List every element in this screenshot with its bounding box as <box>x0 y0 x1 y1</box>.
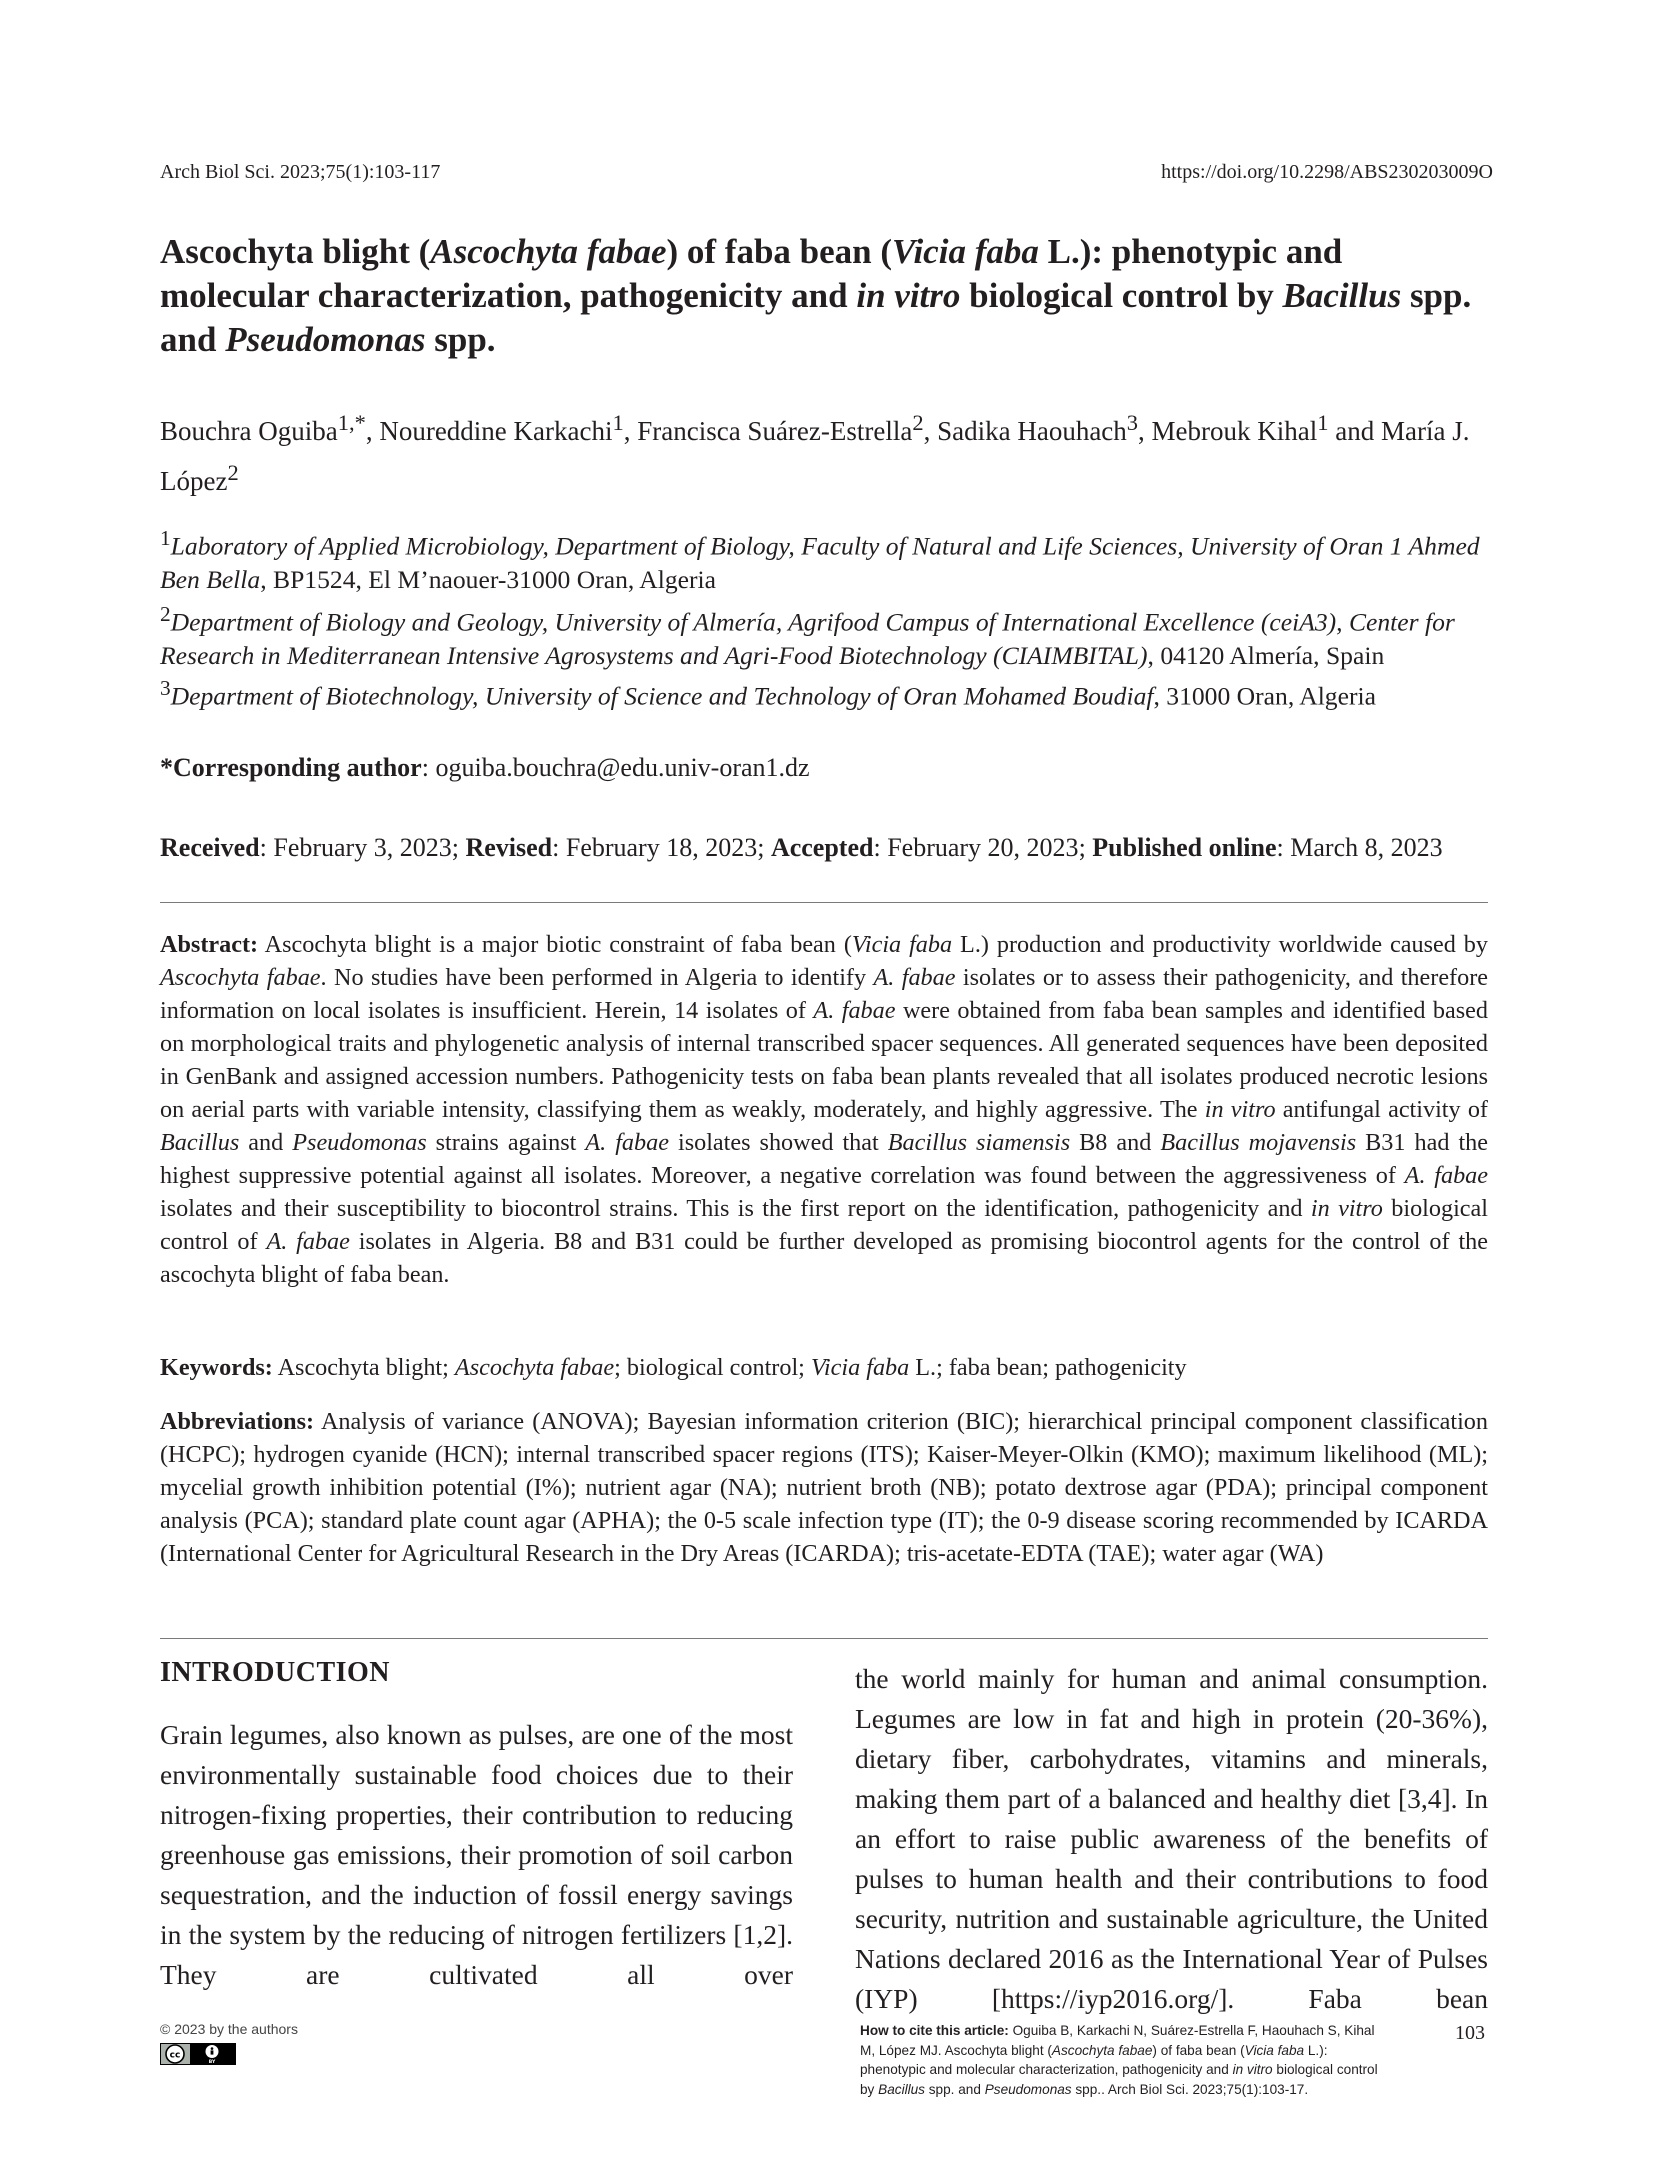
article-title: Ascochyta blight (Ascochyta fabae) of faba bean (Vicia faba L.): phenotypic and molecular characterization, pathogenicity and in vitro biological control by Bacillus spp. and Pseudomonas spp. <box>160 232 1472 359</box>
divider <box>160 902 1488 903</box>
abstract: Abstract: Ascochyta blight is a major biotic constraint of faba bean (Vicia faba L.) production and productivity worldwide caused by Ascochyta fabae. No studies have been performed in Algeria to identify A. fabae isolates or to assess their pathogenicity, and therefore information on local isolates is insufficient. Herein, 14 isolates of A. fabae were obtained from faba bean samples and identified based on morphological traits and phylogenetic analysis of internal transcribed spacer sequences. All generated sequences have been deposited in GenBank and assigned accession numbers. Pathogenicity tests on faba bean plants revealed that all isolates produced necrotic lesions on aerial parts with variable intensity, classifying them as weakly, moderately, and highly aggressive. The in vitro antifungal activity of Bacillus and Pseudomonas strains against A. fabae isolates showed that Bacillus siamensis B8 and Bacillus mojavensis B31 had the highest suppressive potential against all isolates. Moreover, a negative correlation was found between the aggressiveness of A. fabae isolates and their susceptibility to biocontrol strains. This is the first report on the identification, pathogenicity and in vitro biological control of A. fabae isolates in Algeria. B8 and B31 could be further developed as promising biocontrol agents for the control of the ascochyta blight of faba bean. <box>160 931 1489 1288</box>
author-name: Mebrouk Kihal <box>1151 416 1318 446</box>
section-heading: INTRODUCTION <box>160 1657 391 1688</box>
cc-by-license-badge[interactable] <box>160 2043 236 2065</box>
affiliation-2: $^2$Department of Biology and Geology, University of Almería, Agrifood Campus of International Excellence (ceiA3), Center for Research in Mediterranean Intensive Agrosystems and Agri-Food Biotechnology (CIAIMBITAL), 04120 Almería, Spain <box>160 602 1455 670</box>
intro-right-column: the world mainly for human and animal consumption. Legumes are low in fat and high in protein (20-36%), dietary fiber, carbohydrates, vitamins and minerals, making them part of a balanced and healthy diet [3,4]. In an effort to raise public awareness of the benefits of pulses to human health and their contributions to food security, nutrition and sustainable agriculture, the United Nations declared 2016 as the International Year of Pulses (IYP) [https://iyp2016.org/]. Faba bean <box>855 1663 1488 2014</box>
divider <box>160 1638 1488 1639</box>
author-name: Sadika Haouhach <box>937 416 1127 446</box>
author-affiliation-marker: 1 <box>1317 410 1329 435</box>
author-name: Noureddine Karkachi <box>379 416 613 446</box>
author-name: Francisca Suárez-Estrella <box>637 416 913 446</box>
author-affiliation-marker: 2 <box>227 460 239 485</box>
author-list: Bouchra Oguiba$^{1,*}$, Noureddine Karkachi$^1$, Francisca Suárez-Estrella$^2$, Sadika Haouhach$^3$, Mebrouk Kihal$^1$ and María J. López$^2$ <box>160 410 1470 496</box>
keywords: Keywords: Ascochyta blight; Ascochyta fabae; biological control; Vicia faba L.; faba bean; pathogenicity <box>160 1354 1187 1381</box>
author-affiliation-marker: 1 <box>612 410 624 435</box>
author-affiliation-marker: 2 <box>912 410 924 435</box>
corresponding-author: *Corresponding author: oguiba.bouchra@edu.univ-oran1.dz <box>160 753 810 782</box>
corresponding-email[interactable]: oguiba.bouchra@edu.univ-oran1.dz <box>435 753 810 782</box>
author-name: María J. López <box>160 416 1470 496</box>
affiliation-3: $^3$Department of Biotechnology, University of Science and Technology of Oran Mohamed Boudiaf, 31000 Oran, Algeria <box>160 676 1376 711</box>
page-number: 103 <box>1455 2022 1485 2044</box>
citation-note: How to cite this article: Oguiba B, Karkachi N, Suárez-Estrella F, Haouhach S, Kihal M, López MJ. Ascochyta blight (Ascochyta fabae) of faba bean (Vicia faba L.): phenotypic and molecular characterization, pathogenicity and in vitro biological control by Bacillus spp. and Pseudomonas spp.. Arch Biol Sci. 2023;75(1):103-17. <box>860 2023 1378 2097</box>
svg-text:cc: cc <box>169 2050 181 2061</box>
author-affiliation-marker: 3 <box>1126 410 1139 435</box>
copyright-notice: © 2023 by the authors <box>160 2021 298 2037</box>
intro-left-column: Grain legumes, also known as pulses, are one of the most environmentally sustainable food choices due to their nitrogen-fixing properties, their contribution to reducing greenhouse gas emissions, their promotion of soil carbon sequestration, and the induction of fossil energy savings in the system by the reducing of nitrogen fertilizers [1,2]. They are cultivated all over <box>160 1719 793 1990</box>
abbreviations: Abbreviations: Analysis of variance (ANOVA); Bayesian information criterion (BIC); hierarchical principal component classification (HCPC); hydrogen cyanide (HCN); internal transcribed spacer regions (ITS); Kaiser-Meyer-Olkin (KMO); maximum likelihood (ML); mycelial growth inhibition potential (I%); nutrient agar (NA); nutrient broth (NB); potato dextrose agar (PDA); principal component analysis (PCA); standard plate count agar (APHA); the 0-5 scale infection type (IT); the 0-9 disease scoring recommended by ICARDA (International Center for Agricultural Research in the Dry Areas (ICARDA); tris-acetate-EDTA (TAE); water agar (WA) <box>160 1408 1488 1567</box>
author-affiliation-marker: 1,* <box>337 410 366 435</box>
article-dates: Received: February 3, 2023; Revised: February 18, 2023; Accepted: February 20, 2023; Published online: March 8, 2023 <box>160 833 1443 862</box>
affiliation-1: $^1$Laboratory of Applied Microbiology, Department of Biology, Faculty of Natural and Life Sciences, University of Oran 1 Ahmed Ben Bella, BP1524, El M’naouer-31000 Oran, Algeria <box>160 526 1480 594</box>
doi-link[interactable]: https://doi.org/10.2298/ABS230203009O <box>1161 161 1493 183</box>
cc-icon <box>166 2045 184 2063</box>
journal-reference: Arch Biol Sci. 2023;75(1):103-117 <box>160 161 441 183</box>
author-name: Bouchra Oguiba <box>160 416 338 446</box>
svg-text:BY: BY <box>208 2060 216 2065</box>
